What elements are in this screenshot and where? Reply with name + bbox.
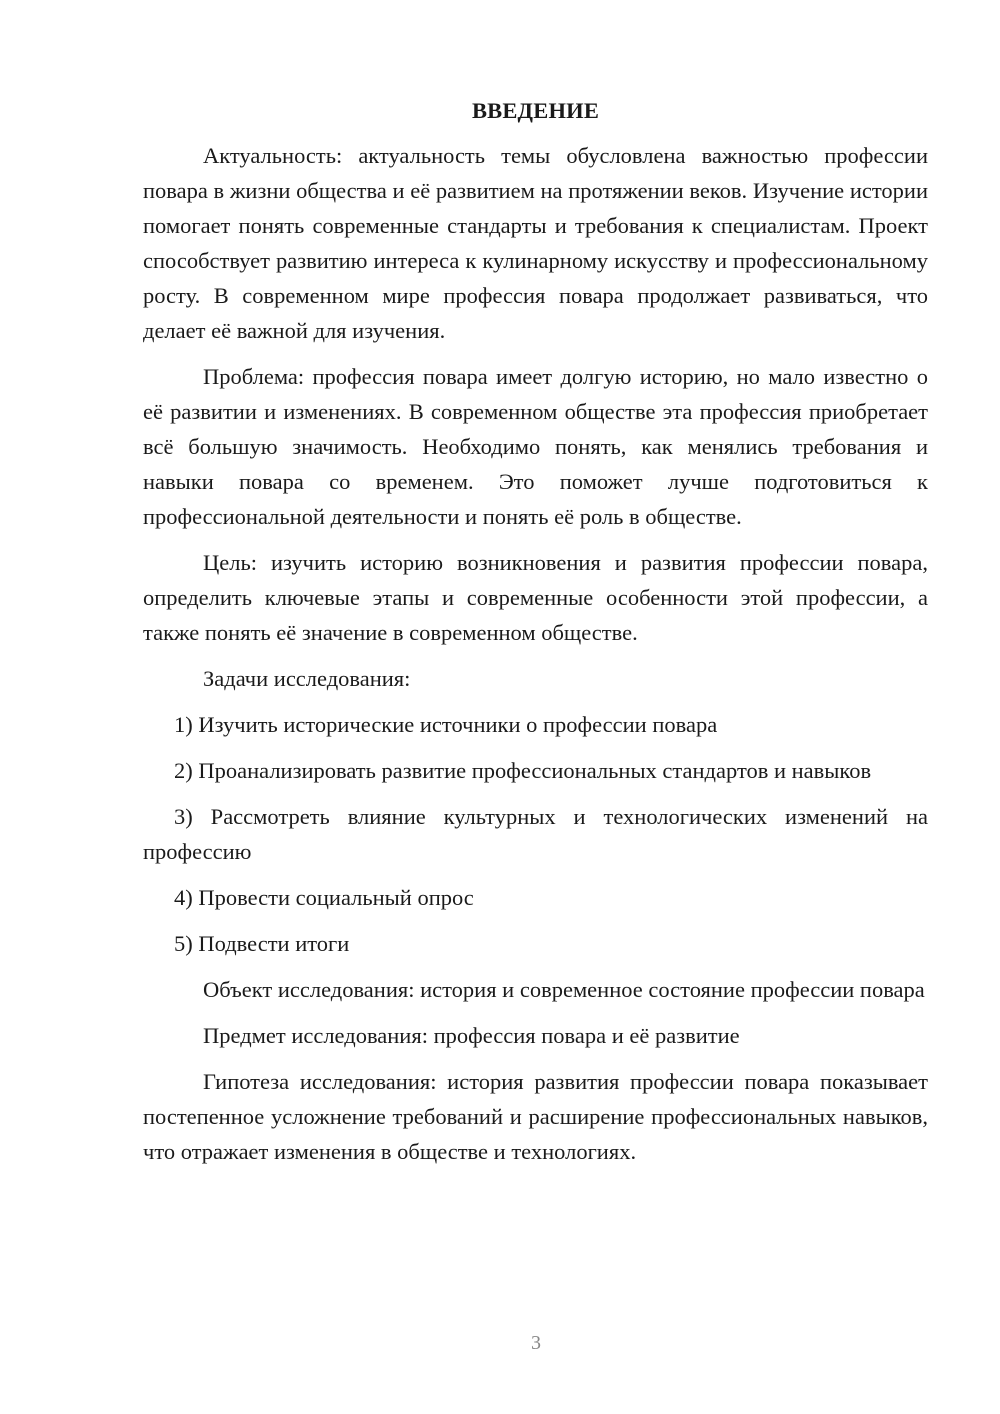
paragraph-object: Объект исследования: история и современное состояние профессии повара — [203, 977, 925, 1002]
paragraph-relevance: Актуальность: актуальность темы обусловлена важностью профессии повара в жизни общества и её развитием на протяжении веков. Изучение истории помогает понять современные стандарты и требования к специалистам. Проект способствует развитию интереса к кулинарному искусству и профессиональному росту. В современном мире профессия повара продолжает развиваться, что делает её важной для изучения. — [143, 143, 928, 343]
paragraph-hypothesis: Гипотеза исследования: история развития профессии повара показывает постепенное усложнение требований и расширение профессиональных навыков, что отражает изменения в обществе и технологиях. — [143, 1069, 928, 1164]
paragraph-goal: Цель: изучить историю возникновения и развития профессии повара, определить ключевые этапы и современные особенности этой профессии, а также понять её значение в современном обществе. — [143, 550, 928, 645]
task-item-1: 1) Изучить исторические источники о профессии повара — [174, 712, 718, 737]
paragraph-problem: Проблема: профессия повара имеет долгую историю, но мало известно о её развитии и изменениях. В современном обществе эта профессия приобретает всё большую значимость. Необходимо понять, как менялись требования и навыки повара со временем. Это поможет лучше подготовиться к профессиональной деятельности и понять её роль в обществе. — [143, 364, 928, 529]
task-item-4: 4) Провести социальный опрос — [174, 885, 474, 910]
paragraph-subject: Предмет исследования: профессия повара и её развитие — [203, 1023, 740, 1048]
page-title: ВВЕДЕНИЕ — [471, 98, 600, 123]
page-number: 3 — [531, 1332, 541, 1354]
task-item-2: 2) Проанализировать развитие профессиональных стандартов и навыков — [174, 758, 872, 783]
paragraph-tasks-heading: Задачи исследования: — [203, 666, 411, 691]
task-item-5: 5) Подвести итоги — [174, 931, 350, 956]
page-content — [143, 96, 928, 1180]
task-item-3: 3) Рассмотреть влияние культурных и технологических изменений на профессию — [143, 804, 928, 864]
